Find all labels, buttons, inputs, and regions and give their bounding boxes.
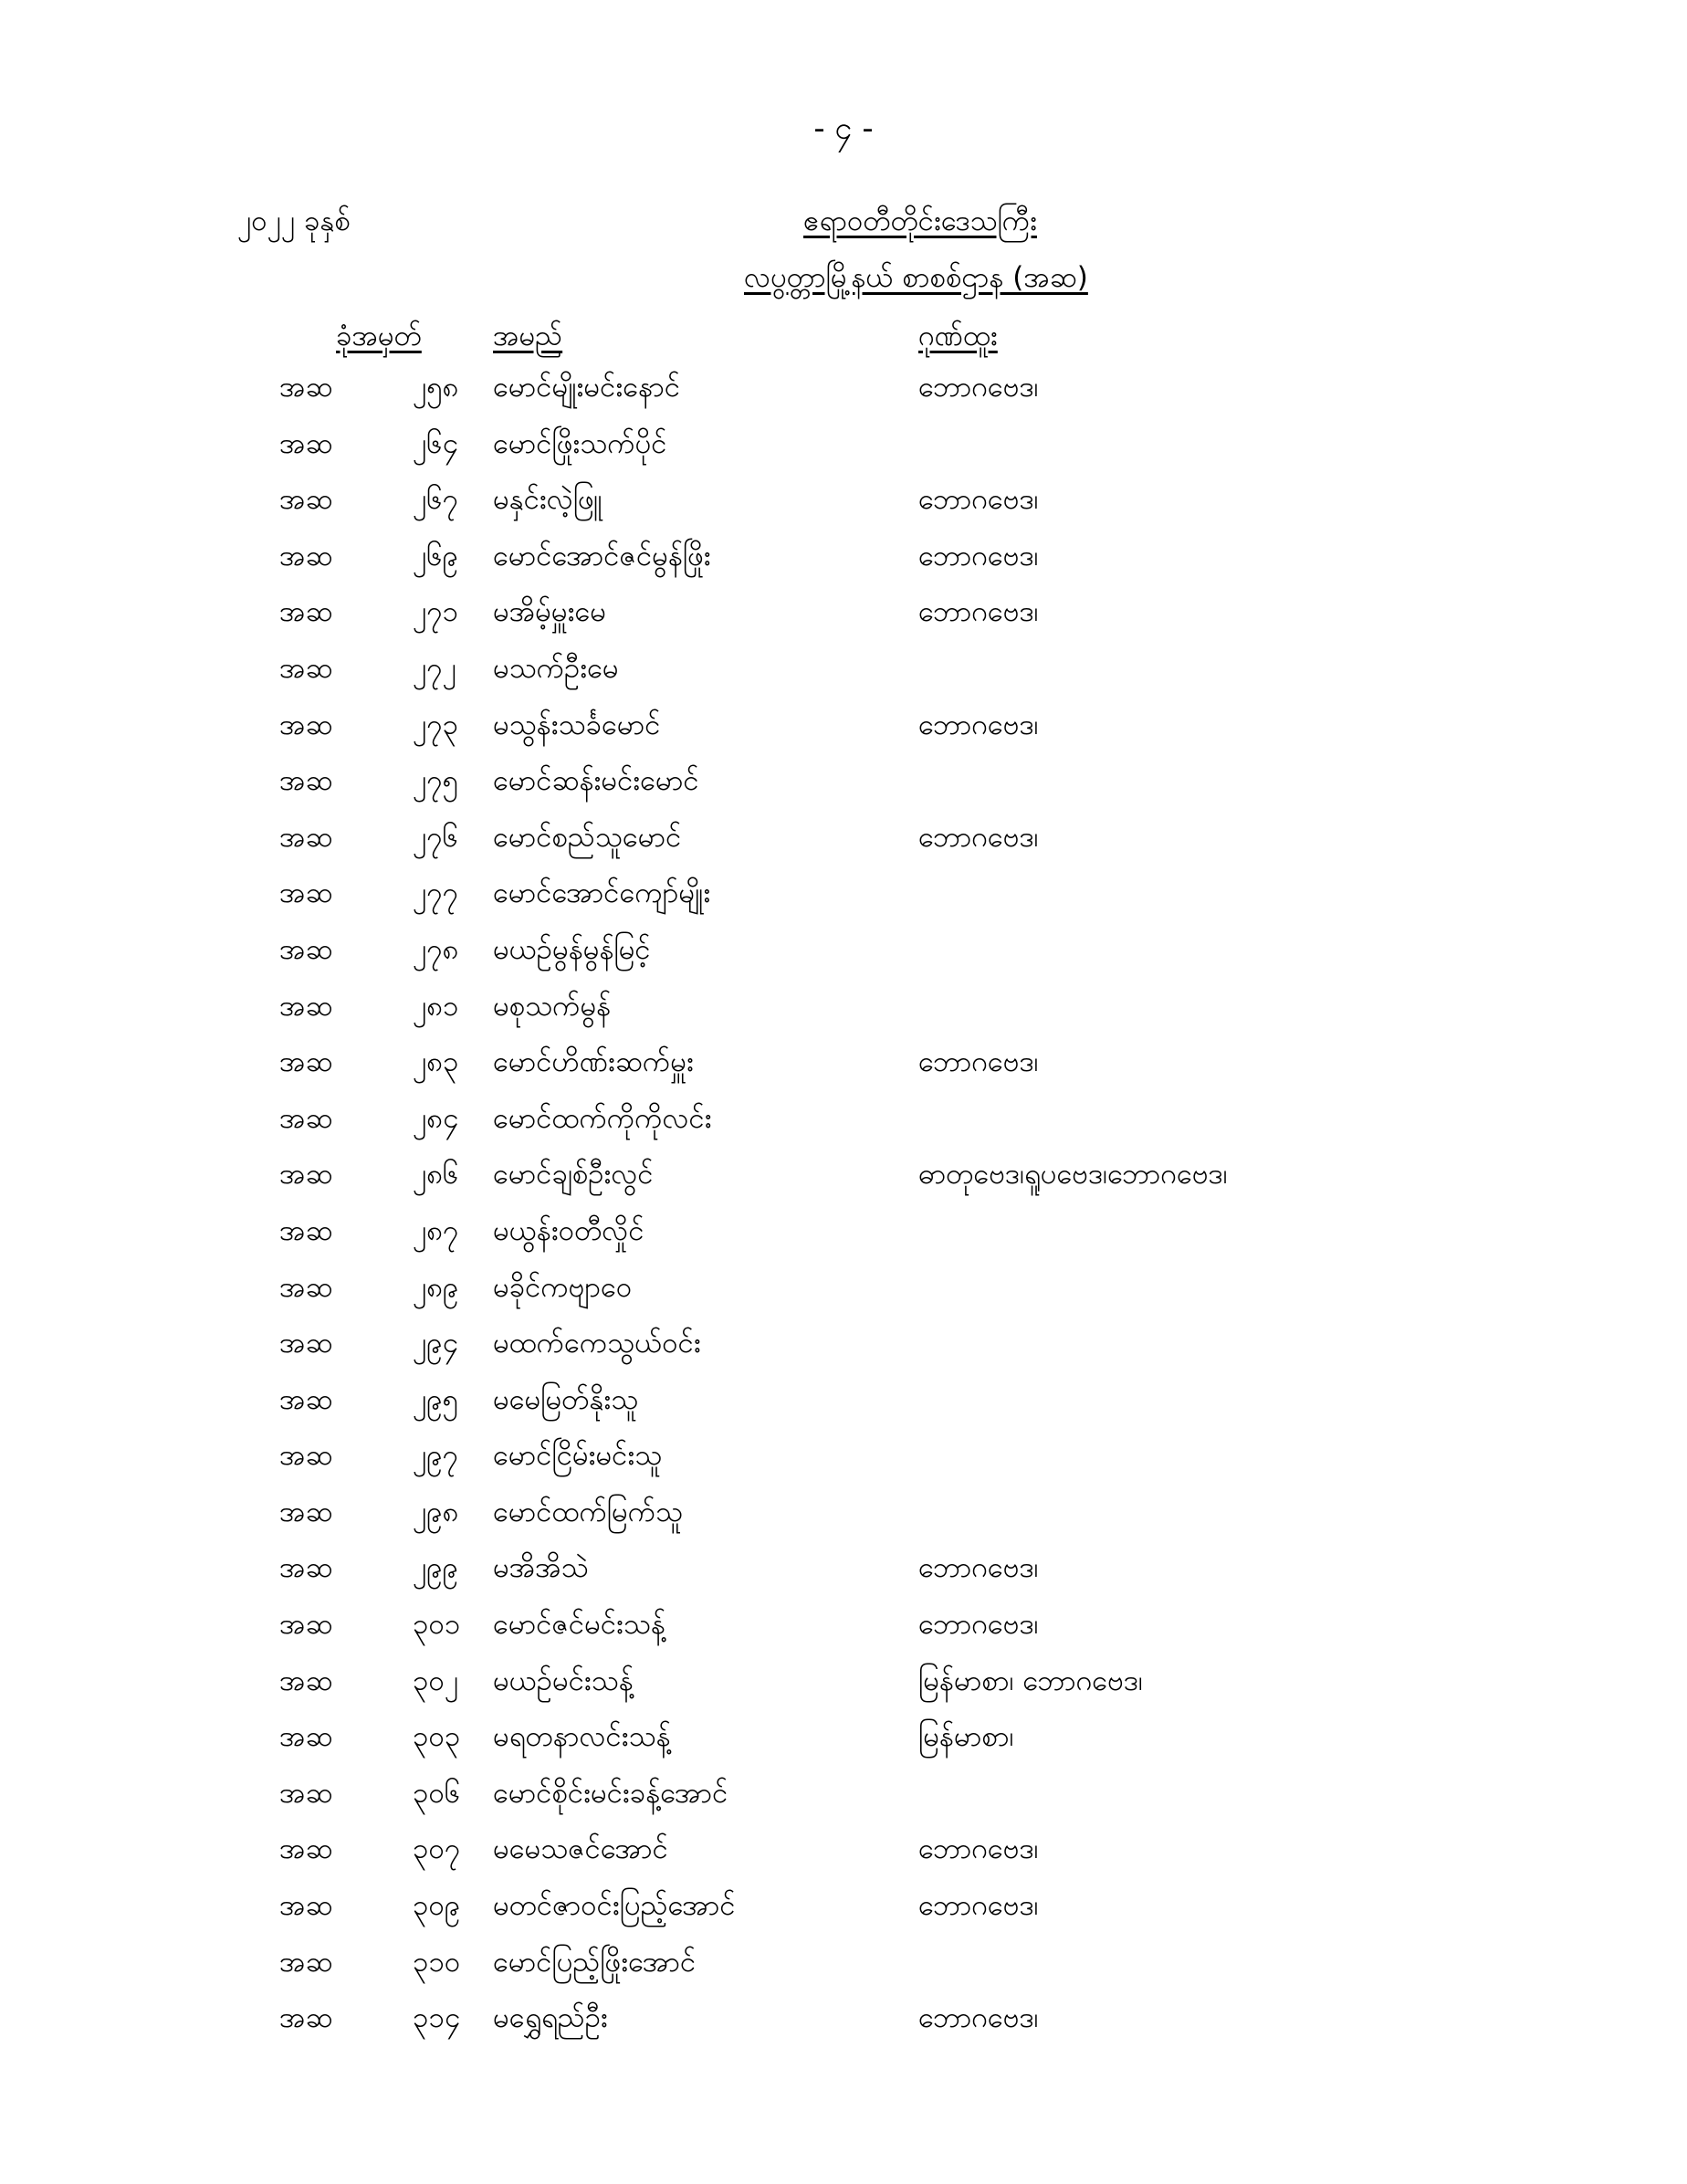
- list-item: [0, 1213, 1687, 1269]
- list-item: [0, 593, 1687, 650]
- roll-number: ၂၇၃: [413, 708, 459, 741]
- roll-number: ၂၉၅: [413, 1382, 459, 1416]
- list-item: [0, 1944, 1687, 2000]
- student-name: မောင်ဖြိုးသက်ပိုင်: [493, 426, 667, 460]
- roll-prefix: အဆ: [279, 651, 333, 685]
- roll-prefix: အဆ: [279, 932, 333, 966]
- results-list: [0, 369, 1687, 2056]
- student-name: မရတနာလင်းသန့်: [493, 1720, 671, 1754]
- list-item: [0, 1663, 1687, 1719]
- distinction-subjects: ဘောဂဗေဒ၊: [918, 2001, 1039, 2035]
- roll-prefix: အဆ: [279, 1270, 333, 1304]
- student-name: မမေမြတ်နိုးသူ: [493, 1382, 639, 1416]
- roll-number: ၂၇၂: [413, 651, 456, 685]
- list-item: [0, 931, 1687, 988]
- roll-number: ၂၈၆: [413, 1158, 459, 1192]
- roll-prefix: အဆ: [279, 1495, 333, 1528]
- student-name: မောင်စိုင်းမင်းခန့်အောင်: [493, 1776, 728, 1810]
- roll-prefix: အဆ: [279, 1551, 333, 1585]
- list-item: [0, 1606, 1687, 1663]
- student-name: မစုသက်မွန်: [493, 989, 612, 1023]
- roll-number: ၃၀၁: [413, 1608, 461, 1642]
- distinction-subjects: ဓာတုဗေဒ၊ရူပဗေဒ၊ဘောဂဗေဒ၊: [918, 1158, 1228, 1192]
- roll-prefix: အဆ: [279, 1213, 333, 1247]
- list-item: [0, 1044, 1687, 1100]
- roll-prefix: အဆ: [279, 1832, 333, 1866]
- student-name: မောင်ဆန်းမင်းမောင်: [493, 764, 699, 798]
- column-header-roll-number: ခုံအမှတ်: [336, 320, 422, 352]
- roll-prefix: အဆ: [279, 1045, 333, 1079]
- student-name: မခိုင်ကဗျာဝေ: [493, 1270, 633, 1304]
- student-name: မယဉ်မွန်မွန်မြင့်: [493, 932, 651, 966]
- list-item: [0, 1269, 1687, 1326]
- student-name: မသွန်းသင်္ခမောင်: [493, 708, 661, 741]
- distinction-subjects: ဘောဂဗေဒ၊: [918, 595, 1039, 629]
- distinction-subjects: ဘောဂဗေဒ၊: [918, 820, 1039, 854]
- roll-number: ၂၇၆: [413, 820, 459, 854]
- list-item: [0, 650, 1687, 707]
- roll-number: ၂၅၈: [413, 371, 459, 404]
- exam-year: ၂၀၂၂ ခုနှစ်: [237, 205, 351, 237]
- roll-number: ၂၉၉: [413, 1551, 459, 1585]
- roll-prefix: အဆ: [279, 820, 333, 854]
- list-item: [0, 875, 1687, 931]
- roll-prefix: အဆ: [279, 1776, 333, 1810]
- roll-number: ၂၆၇: [413, 483, 459, 517]
- roll-number: ၃၀၇: [413, 1832, 461, 1866]
- student-name: မသက်ဦးမေ: [493, 651, 619, 685]
- student-name: မောင်ထက်ကိုကိုလင်း: [493, 1101, 712, 1135]
- student-name: မရွှေရည်ဦး: [493, 2001, 608, 2035]
- student-name: မောင်ငြိမ်းမင်းသူ: [493, 1439, 663, 1473]
- distinction-subjects: ဘောဂဗေဒ၊: [918, 1608, 1039, 1642]
- roll-prefix: အဆ: [279, 1101, 333, 1135]
- list-item: [0, 1325, 1687, 1381]
- list-item: [0, 1381, 1687, 1438]
- list-item: [0, 988, 1687, 1045]
- list-item: [0, 481, 1687, 538]
- list-item: [0, 1831, 1687, 1887]
- list-item: [0, 762, 1687, 819]
- roll-number: ၂၉၇: [413, 1439, 459, 1473]
- roll-prefix: အဆ: [279, 595, 333, 629]
- student-name: မောင်ပြည့်ဖြိုးအောင်: [493, 1945, 697, 1979]
- page-number: - ၄ -: [813, 110, 874, 147]
- student-name: မအိမ့်မှူးမေ: [493, 595, 606, 629]
- student-name: မောင်ဟိဏ်းဆက်မှူး: [493, 1045, 694, 1079]
- list-item: [0, 425, 1687, 482]
- list-item: [0, 707, 1687, 763]
- distinction-subjects: ဘောဂဗေဒ၊: [918, 1889, 1039, 1923]
- roll-prefix: အဆ: [279, 1327, 333, 1360]
- roll-number: ၂၈၇: [413, 1213, 459, 1247]
- list-item: [0, 2000, 1687, 2056]
- student-name: မောင်စည်သူမောင်: [493, 820, 682, 854]
- distinction-subjects: ဘောဂဗေဒ၊: [918, 371, 1039, 404]
- roll-prefix: အဆ: [279, 708, 333, 741]
- list-item: [0, 538, 1687, 594]
- roll-prefix: အဆ: [279, 1158, 333, 1192]
- distinction-subjects: ဘောဂဗေဒ၊: [918, 1045, 1039, 1079]
- roll-number: ၃၁၄: [413, 2001, 461, 2035]
- student-name: မနှင်းလဲ့ဖြူ: [493, 483, 602, 517]
- roll-number: ၃၀၃: [413, 1720, 461, 1754]
- student-name: မောင်အောင်ဇင်မွန်ဖြိုး: [493, 539, 711, 572]
- roll-prefix: အဆ: [279, 1889, 333, 1923]
- roll-number: ၂၆၉: [413, 539, 459, 572]
- student-name: မယဉ်မင်းသန့်: [493, 1664, 634, 1697]
- distinction-subjects: ဘောဂဗေဒ၊: [918, 1551, 1039, 1585]
- roll-number: ၃၁၀: [413, 1945, 461, 1979]
- student-name: မယွန်းဝတီလှိုင်: [493, 1213, 644, 1247]
- list-item: [0, 1887, 1687, 1944]
- column-header-name: အမည်: [493, 320, 563, 352]
- roll-number: ၂၆၄: [413, 426, 459, 460]
- distinction-subjects: ဘောဂဗေဒ၊: [918, 539, 1039, 572]
- student-name: မောင်အောင်ကျော်မျိုး: [493, 877, 711, 910]
- roll-number: ၂၉၄: [413, 1327, 459, 1360]
- roll-prefix: အဆ: [279, 1720, 333, 1754]
- list-item: [0, 369, 1687, 425]
- roll-prefix: အဆ: [279, 989, 333, 1023]
- roll-prefix: အဆ: [279, 539, 333, 572]
- student-name: မတင်ဇာဝင်းပြည့်အောင်: [493, 1889, 736, 1923]
- roll-number: ၂၇၇: [413, 877, 459, 910]
- student-name: မောင်ထက်မြက်သူ: [493, 1495, 684, 1528]
- list-item: [0, 1156, 1687, 1213]
- roll-number: ၃၀၂: [413, 1664, 459, 1697]
- list-item: [0, 1549, 1687, 1606]
- list-item: [0, 1437, 1687, 1494]
- distinction-subjects: မြန်မာစာ၊ ဘောဂဗေဒ၊: [918, 1664, 1143, 1697]
- distinction-subjects: ဘောဂဗေဒ၊: [918, 1832, 1039, 1866]
- student-name: မထက်ကေသွယ်ဝင်း: [493, 1327, 701, 1360]
- list-title: လပွတ္တာမြို့နယ် စာစစ်ဌာန (အဆ): [744, 261, 1088, 294]
- roll-prefix: အဆ: [279, 877, 333, 910]
- list-item: [0, 819, 1687, 876]
- student-name: မအိအိသဲ: [493, 1551, 589, 1585]
- roll-prefix: အဆ: [279, 2001, 333, 2035]
- student-name: မောင်ဇင်မင်းသန့်: [493, 1608, 665, 1642]
- roll-number: ၂၇၁: [413, 595, 459, 629]
- roll-number: ၂၉၈: [413, 1495, 459, 1528]
- distinction-subjects: ဘောဂဗေဒ၊: [918, 483, 1039, 517]
- column-header-distinction: ဂုဏ်ထူး: [918, 320, 998, 352]
- roll-prefix: အဆ: [279, 1664, 333, 1697]
- student-name: မမေသဇင်အောင်: [493, 1832, 668, 1866]
- roll-prefix: အဆ: [279, 1945, 333, 1979]
- list-item: [0, 1718, 1687, 1775]
- roll-number: ၂၈၃: [413, 1045, 459, 1079]
- roll-prefix: အဆ: [279, 1608, 333, 1642]
- roll-number: ၂၈၉: [413, 1270, 459, 1304]
- student-name: မောင်မျိုးမင်းနောင်: [493, 371, 681, 404]
- student-name: မောင်ချစ်ဦးလွင်: [493, 1158, 654, 1192]
- roll-number: ၂၇၅: [413, 764, 459, 798]
- roll-number: ၃၀၉: [413, 1889, 461, 1923]
- roll-number: ၂၇၈: [413, 932, 459, 966]
- roll-number: ၂၈၄: [413, 1101, 459, 1135]
- list-item: [0, 1100, 1687, 1157]
- distinction-subjects: ဘောဂဗေဒ၊: [918, 708, 1039, 741]
- roll-prefix: အဆ: [279, 426, 333, 460]
- roll-prefix: အဆ: [279, 1382, 333, 1416]
- roll-prefix: အဆ: [279, 1439, 333, 1473]
- roll-number: ၃၀၆: [413, 1776, 461, 1810]
- roll-prefix: အဆ: [279, 764, 333, 798]
- roll-number: ၂၈၁: [413, 989, 459, 1023]
- roll-prefix: အဆ: [279, 371, 333, 404]
- roll-prefix: အဆ: [279, 483, 333, 517]
- distinction-subjects: မြန်မာစာ၊: [918, 1720, 1014, 1754]
- list-item: [0, 1775, 1687, 1832]
- list-item: [0, 1494, 1687, 1550]
- region-title: ဧရာဝတီတိုင်းဒေသကြီး: [803, 205, 1037, 237]
